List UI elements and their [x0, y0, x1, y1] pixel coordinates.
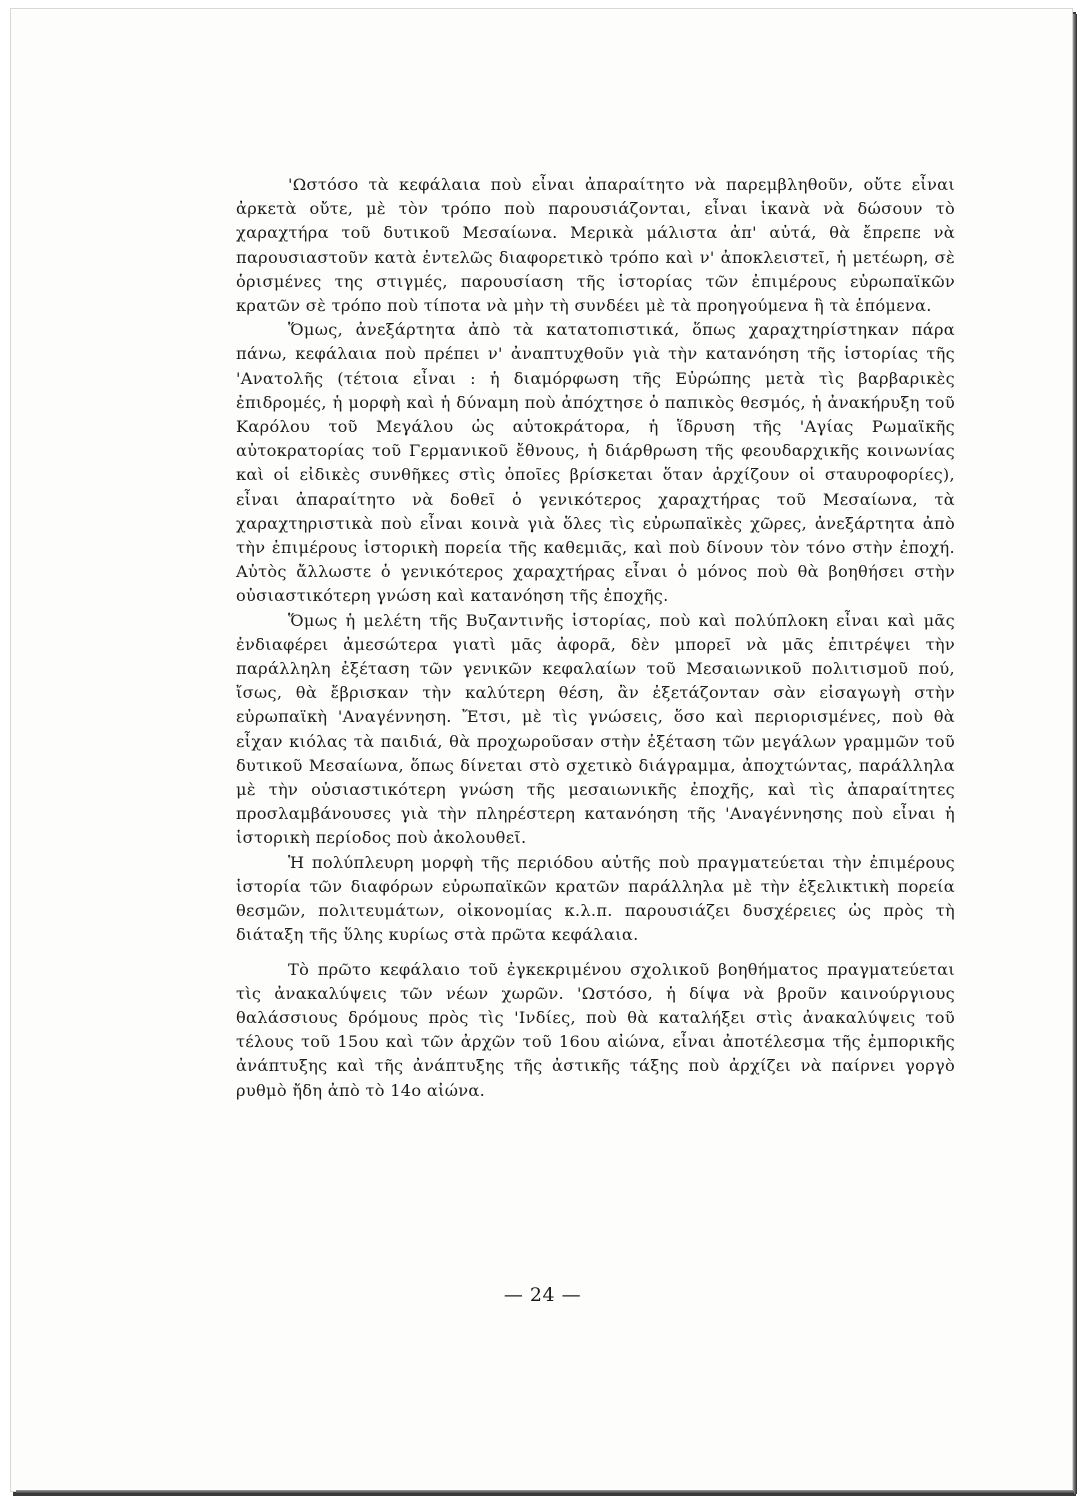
paragraph-3: Ὅμως ἡ μελέτη τῆς Βυζαντινῆς ἱστορίας, ποὺ καὶ πολύπλοκη εἶναι καὶ μᾶς ἐνδιαφέρει ἀμεσώτερα γιατὶ μᾶς ἀφορᾶ, δὲν μπορεῖ νὰ μᾶς ἐπιτρέψει τὴν παράλληλη ἐξέταση τῶν γενικῶν κεφαλαίων τοῦ Μεσαιωνικοῦ πολιτισμοῦ πού, ἴσως, θὰ ἔβρισκαν τὴν καλύτερη θέση, ἂν ἐξετάζονταν σὰν εἰσαγωγὴ στὴν εὐρωπαϊκὴ 'Αναγέννηση. Ἔτσι, μὲ τὶς γνώσεις, ὅσο καὶ περιορισμένες, ποὺ θὰ εἶχαν κιόλας τὰ παιδιά, θὰ προχωροῦσαν στὴν ἐξέταση τῶν μεγάλων γραμμῶν τοῦ δυτικοῦ Μεσαίωνα, ὅπως δίνεται στὸ σχετικὸ διάγραμμα, ἀποχτώντας, παράλληλα μὲ τὴν οὐσιαστικότερη γνώση τῆς μεσαιωνικῆς ἐποχῆς, καὶ τὶς ἀπαραίτητες προσλαμβάνουσες γιὰ τὴν πληρέστερη κατανόηση τῆς 'Αναγέννησης ποὺ εἶναι ἡ ἱστορικὴ περίοδος ποὺ ἀκολουθεῖ. — [236, 610, 955, 848]
paragraph-1: 'Ωστόσο τὰ κεφάλαια ποὺ εἶναι ἀπαραίτητο νὰ παρεμβληθοῦν, οὔτε εἶναι ἀρκετὰ οὔτε, μὲ τὸν τρόπο ποὺ παρουσιάζονται, εἶναι ἱκανὰ νὰ δώσουν τὸ χαραχτήρα τοῦ δυτικοῦ Μεσαίωνα. Μερικὰ μάλιστα ἀπ' αὐτά, θὰ ἔπρεπε νὰ παρουσιαστοῦν κατὰ ἐντελῶς διαφορετικὸ τρόπο καὶ ν' ἀποκλειστεῖ, ἡ μετέωρη, σὲ ὁρισμένες της στιγμές, παρουσίαση τῆς ἱστορίας τῶν ἐπιμέρους εὐρωπαϊκῶν κρατῶν σὲ τρόπο ποὺ τίποτα νὰ μὴν τὴ συνδέει μὲ τὰ προηγούμενα ἢ τὰ ἑπόμενα. — [236, 175, 955, 316]
paragraph-5: Τὸ πρῶτο κεφάλαιο τοῦ ἐγκεκριμένου σχολικοῦ βοηθήματος πραγματεύεται τὶς ἀνακαλύψεις τῶν νέων χωρῶν. 'Ωστόσο, ἡ δίψα νὰ βροῦν καινούργιους θαλάσσιους δρόμους πρὸς τὶς 'Ινδίες, ποὺ θὰ καταλήξει στὶς ἀνακαλύψεις τοῦ τέλους τοῦ 15ου καὶ τῶν ἀρχῶν τοῦ 16ου αἰώνα, εἶναι ἀποτέλεσμα τῆς ἐμπορικῆς ἀνάπτυξης καὶ τῆς ἀνάπτυξης τῆς ἀστικῆς τάξης ποὺ ἀρχίζει νὰ παίρνει γοργὸ ρυθμὸ ἤδη ἀπὸ τὸ 14ο αἰώνα. — [236, 959, 955, 1100]
page-edge-shadow-bottom — [16, 1490, 1074, 1494]
page-edge-shadow-right — [1073, 14, 1077, 1494]
paragraph-2: Ὅμως, ἀνεξάρτητα ἀπὸ τὰ κατατοπιστικά, ὅπως χαραχτηρίστηκαν πάρα πάνω, κεφάλαια ποὺ πρέπει ν' ἀναπτυχθοῦν γιὰ τὴν κατανόηση τῆς ἱστορίας τῆς 'Ανατολῆς (τέτοια εἶναι : ἡ διαμόρφωση τῆς Εὐρώπης μετὰ τὶς βαρβαρικὲς ἐπιδρομές, ἡ μορφὴ καὶ ἡ δύναμη ποὺ ἀπόχτησε ὁ παπικὸς θεσμός, ἡ ἀνακήρυξη τοῦ Καρόλου τοῦ Μεγάλου ὡς αὐτοκράτορα, ἡ ἵδρυση τῆς 'Αγίας Ρωμαϊκῆς αὐτοκρατορίας τοῦ Γερμανικοῦ ἔθνους, ἡ διάρθρωση τῆς φεουδαρχικῆς κοινωνίας καὶ οἱ εἰδικὲς συνθῆκες στὶς ὁποῖες βρίσκεται ὅταν ἀρχίζουν οἱ σταυροφορίες), εἶναι ἀπαραίτητο νὰ δοθεῖ ὁ γενικότερος χαραχτήρας τοῦ Μεσαίωνα, τὰ χαραχτηριστικὰ ποὺ εἶναι κοινὰ γιὰ ὅλες τὶς εὐρωπαϊκὲς χῶρες, ἀνεξάρτητα ἀπὸ τὴν ἐπιμέρους ἱστορικὴ πορεία τῆς καθεμιᾶς, καὶ ποὺ δίνουν τὸν τόνο στὴν ἐποχή. Αὐτὸς ἄλλωστε ὁ γενικότερος χαραχτήρας εἶναι ὁ μόνος ποὺ θὰ βοηθήσει στὴν οὐσιαστικότερη γνώση καὶ κατανόηση τῆς ἐποχῆς. — [236, 320, 955, 606]
body-text — [236, 173, 955, 1103]
paragraph-4: Ἡ πολύπλευρη μορφὴ τῆς περιόδου αὐτῆς ποὺ πραγματεύεται τὴν ἐπιμέρους ἱστορία τῶν διαφόρων εὐρωπαϊκῶν κρατῶν παράλληλα μὲ τὴν ἐξελικτικὴ πορεία θεσμῶν, πολιτευμάτων, οἰκονομίας κ.λ.π. παρουσιάζει δυσχέρειες ὡς πρὸς τὴ διάταξη τῆς ὕλης κυρίως στὰ πρῶτα κεφάλαια. — [236, 852, 955, 945]
page-number: — 24 — — [503, 1284, 582, 1306]
